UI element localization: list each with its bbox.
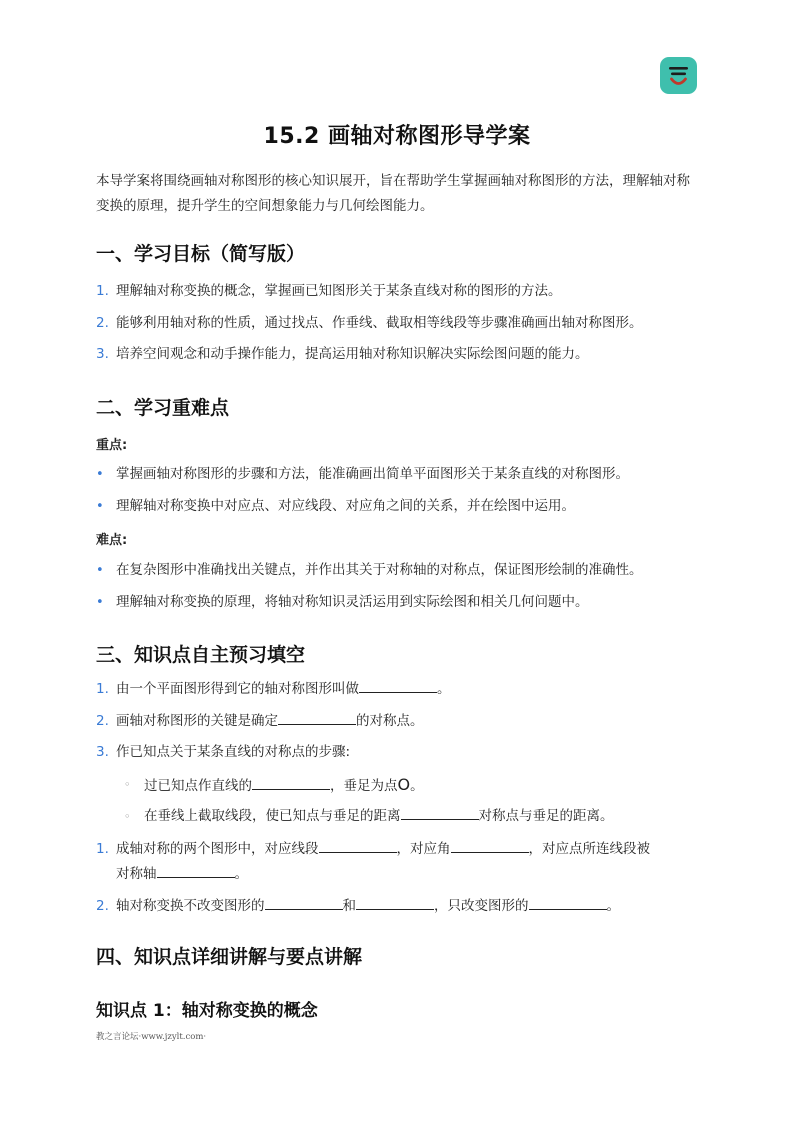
bullet-icon: • <box>96 499 104 514</box>
circle-bullet-icon: ◦ <box>124 810 131 823</box>
bullet-icon: • <box>96 467 104 482</box>
site-logo <box>660 57 697 94</box>
answer-blank[interactable] <box>157 863 235 878</box>
bullet-icon: • <box>96 595 104 610</box>
answer-blank[interactable] <box>265 895 343 910</box>
page-footer: 教之言论坛·www.jzylt.com· <box>96 1032 207 1042</box>
subsection-heading: 知识点 1：轴对称变换的概念 <box>96 1001 318 1021</box>
key-label: 重点: <box>96 438 128 453</box>
difficulty-label: 难点: <box>96 533 128 548</box>
section-heading-objectives: 一、学习目标（简写版） <box>96 243 306 265</box>
intro-paragraph: 本导学案将围绕画轴对称图形的核心知识展开，旨在帮助学生掌握画轴对称图形的方法，理解轴对称变换的原理，提升学生的空间想象能力与几何绘图能力。 <box>96 173 690 214</box>
answer-blank[interactable] <box>529 895 607 910</box>
answer-blank[interactable] <box>359 678 437 693</box>
section-heading-preview: 三、知识点自主预习填空 <box>96 644 306 666</box>
answer-blank[interactable] <box>356 895 434 910</box>
answer-blank[interactable] <box>451 838 529 853</box>
section-heading-key-points: 二、学习重难点 <box>96 397 230 419</box>
answer-blank[interactable] <box>401 805 479 820</box>
circle-bullet-icon: ◦ <box>124 778 131 791</box>
section-heading-explanation: 四、知识点详细讲解与要点讲解 <box>96 946 363 968</box>
answer-blank[interactable] <box>319 838 397 853</box>
answer-blank[interactable] <box>278 710 356 725</box>
page-title: 15.2 画轴对称图形导学案 <box>263 124 531 149</box>
answer-blank[interactable] <box>252 775 330 790</box>
bullet-icon: • <box>96 563 104 578</box>
